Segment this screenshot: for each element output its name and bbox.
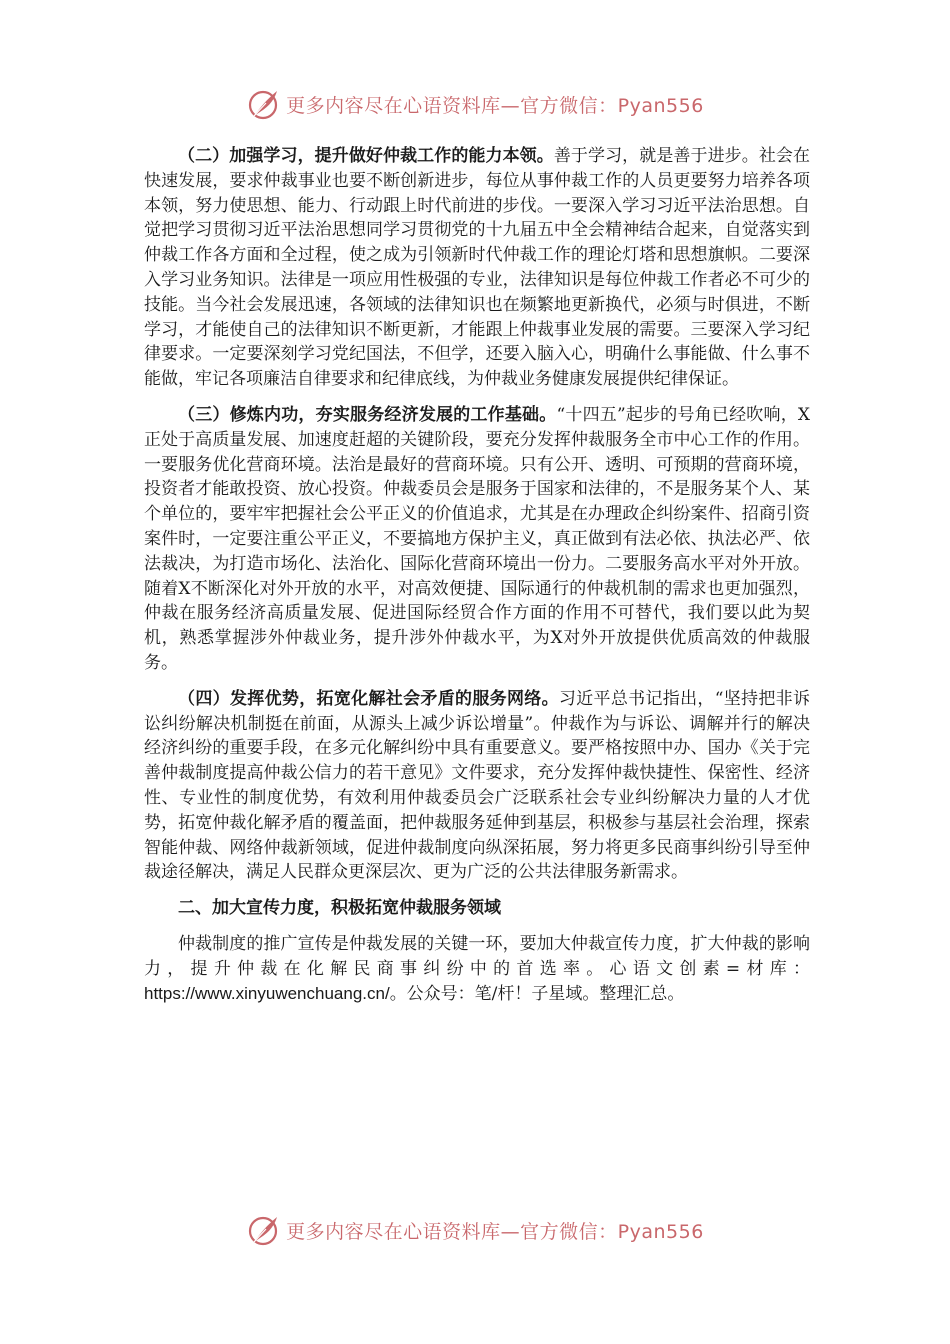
- paragraph-strengthen-learning: [144, 144, 810, 392]
- paragraph-body: “十四五”起步的号角已经吹响，X正处于高质量发展、加速度赶超的关键阶段，要充分发挥仲裁服务全市中心工作的作用。一要服务优化营商环境。法治是最好的营商环境。只有公开、透明、可预期的营商环境，投资者才能敢投资、放心投资。仲裁委员会是服务于国家和法律的，不是服务某个人、某个单位的，要牢牢把握社会公平正义的价值追求，尤其是在办理政企纠纷案件、招商引资案件时，一定要注重公平正义，不要搞地方保护主义，真正做到有法必依、执法必严、依法裁决，为打造市场化、法治化、国际化营商环境出一份力。二要服务高水平对外开放。随着X不断深化对外开放的水平，对高效便捷、国际通行的仲裁机制的需求也更加强烈，仲裁在服务经济高质量发展、促进国际经贸合作方面的作用不可替代，我们要以此为契机，熟悉掌握涉外仲裁业务，提升涉外仲裁水平，为X对外开放提供优质高效的仲裁服务。: [144, 404, 810, 673]
- paragraph-internal-skills: [144, 403, 810, 676]
- paragraph-body: 仲裁制度的推广宣传是仲裁发展的关键一环，要加大仲裁宣传力度，扩大仲裁的影响力，提升仲裁在化解民商事纠纷中的首选率。心语文创素=材库：: [144, 933, 810, 979]
- document-body: [144, 144, 810, 1017]
- watermark-text: 更多内容尽在心语资料库—官方微信：Pyan556: [286, 1220, 704, 1243]
- paragraph-lead: （四）发挥优势，拓宽化解社会矛盾的服务网络。: [178, 688, 559, 709]
- paragraph-publicity: [144, 932, 810, 1006]
- paragraph-body: 习近平总书记指出，“坚持把非诉讼纠纷解决机制挺在前面，从源头上减少诉讼增量”。仲裁作为与诉讼、调解并行的解决经济纠纷的重要手段，在多元化解纠纷中具有重要意义。要严格按照中办、国办《关于完善仲裁制度提高仲裁公信力的若干意见》文件要求，充分发挥仲裁快捷性、保密性、经济性、专业性的制度优势，有效利用仲裁委员会广泛联系社会专业纠纷解决力量的人才优势，拓宽仲裁化解矛盾的覆盖面，把仲裁服务延伸到基层，积极参与基层社会治理，探索智能仲裁、网络仲裁新领域，促进仲裁制度向纵深拓展，努力将更多民商事纠纷引导至仲裁途径解决，满足人民群众更深层次、更为广泛的公共法律服务新需求。: [144, 688, 810, 883]
- paragraph-lead: （二）加强学习，提升做好仲裁工作的能力本领。: [178, 146, 554, 166]
- section-heading: 二、加大宣传力度，积极拓宽仲裁服务领域: [178, 898, 501, 919]
- feather-pen-icon: [246, 1212, 282, 1248]
- feather-pen-icon: [246, 86, 282, 122]
- watermark-text: 更多内容尽在心语资料库—官方微信：Pyan556: [286, 94, 704, 117]
- header-watermark-banner: [0, 84, 950, 124]
- paragraph-tail: 。公众号：笔/杆！子星域。整理汇总。: [389, 983, 685, 1004]
- source-url-link[interactable]: https://www.xinyuwenchuang.cn/: [144, 983, 390, 1003]
- paragraph-body: 善于学习，就是善于进步。社会在快速发展，要求仲裁事业也要不断创新进步，每位从事仲裁工作的人员更要努力培养各项本领，努力使思想、能力、行动跟上时代前进的步伐。一要深入学习习近平法治思想。自觉把学习贯彻习近平法治思想同学习贯彻党的十九届五中全会精神结合起来，自觉落实到仲裁工作各方面和全过程，使之成为引领新时代仲裁工作的理论灯塔和思想旗帜。二要深入学习业务知识。法律是一项应用性极强的专业，法律知识是每位仲裁工作者必不可少的技能。当今社会发展迅速，各领域的法律知识也在频繁地更新换代，必须与时俱进，不断学习，才能使自己的法律知识不断更新，才能跟上仲裁事业发展的需要。三要深入学习纪律要求。一定要深刻学习党纪国法，不但学，还要入脑入心，明确什么事能做、什么事不能做，牢记各项廉洁自律要求和纪律底线，为仲裁业务健康发展提供纪律保证。: [144, 146, 811, 390]
- footer-watermark-banner: [0, 1210, 950, 1250]
- paragraph-lead: （三）修炼内功，夯实服务经济发展的工作基础。: [178, 404, 557, 425]
- paragraph-leverage-advantages: [144, 687, 810, 885]
